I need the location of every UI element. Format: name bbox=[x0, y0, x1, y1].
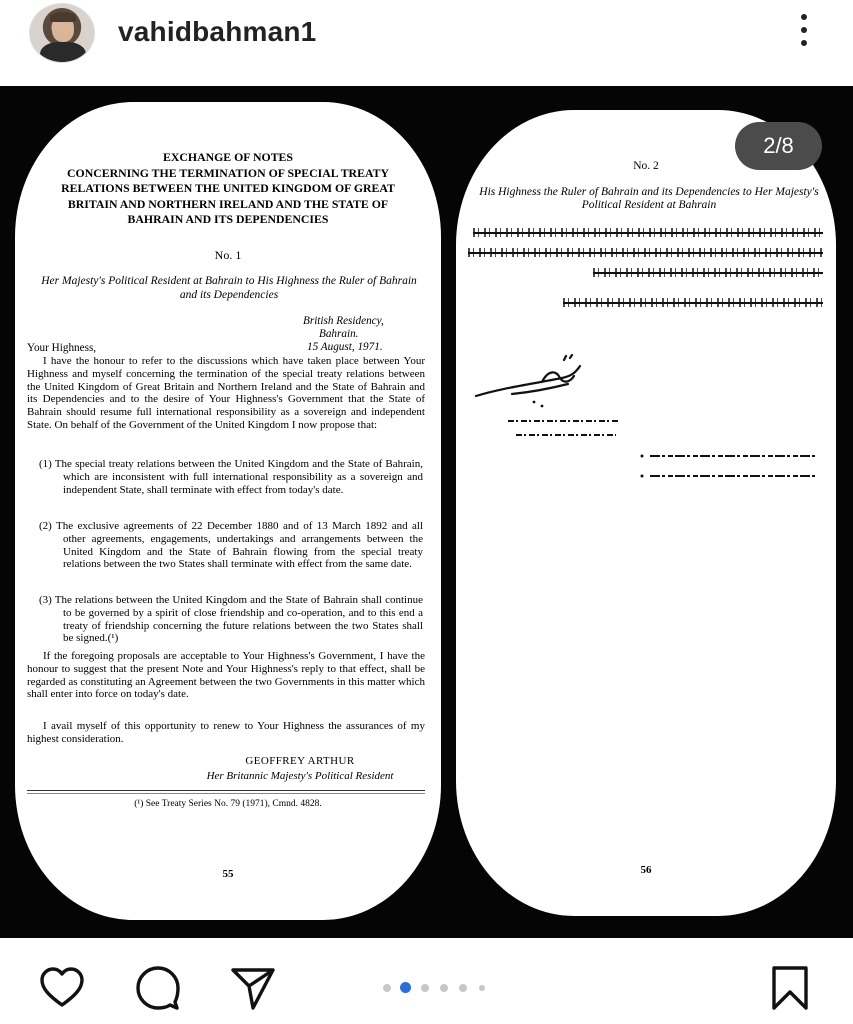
note-subtitle: Her Majesty's Political Resident at Bahrain to His Highness the Ruler of Bahrain and its Dependencies bbox=[41, 275, 417, 301]
salutation: Your Highness, bbox=[27, 342, 97, 354]
note-number: No. 1 bbox=[214, 248, 242, 262]
title-line: BAHRAIN AND ITS DEPENDENCIES bbox=[127, 212, 329, 226]
post-image[interactable] bbox=[0, 86, 853, 938]
footnote-divider bbox=[27, 793, 425, 794]
paragraph-acceptance: If the foregoing proposals are acceptable to Your Highness's Government, I have the honour to suggest that the present Note and Your Highness's reply to that effect, shall be regarded as constituting an Agreement between the two Governments in this matter which shall enter into force on today's date. bbox=[27, 650, 425, 701]
note-subtitle: His Highness the Ruler of Bahrain and its Dependencies to Her Majesty's Political Resident at Bahrain bbox=[479, 186, 819, 211]
document-page-right bbox=[456, 110, 836, 916]
username[interactable]: vahidbahman1 bbox=[118, 16, 317, 47]
paragraph-intro: I have the honour to refer to the discussions which have taken place between Your Highness and myself concerning the termination of the special treaty relations between the United Kingdom of Great Britain and Northern Ireland and the State of Bahrain and its Dependencies and to the desire of Your Highness's Government that the State of Bahrain should resume full international responsibility as a sovereign and independent State. On behalf of the Government of the United Kingdom I now propose that: bbox=[27, 355, 425, 431]
signatory-name: GEOFFREY ARTHUR bbox=[245, 755, 355, 767]
arabic-signature-caption bbox=[500, 415, 630, 441]
arabic-text-line bbox=[473, 232, 823, 234]
carousel-counter-badge: 2/8 bbox=[735, 122, 822, 170]
avatar-hair bbox=[50, 12, 76, 22]
arabic-date-block bbox=[636, 448, 826, 488]
handwritten-signature bbox=[472, 348, 612, 412]
footnote: (¹) See Treaty Series No. 79 (1971), Cmnd. 4828. bbox=[134, 799, 322, 809]
title-line: RELATIONS BETWEEN THE UNITED KINGDOM OF GREAT bbox=[61, 181, 395, 195]
avatar-body bbox=[40, 42, 86, 63]
address-line: British Residency, bbox=[303, 315, 384, 327]
heart-icon[interactable] bbox=[38, 964, 86, 1012]
post-header bbox=[0, 0, 853, 84]
signatory-title: Her Britannic Majesty's Political Resident bbox=[206, 770, 394, 782]
title-line: EXCHANGE OF NOTES bbox=[162, 150, 293, 164]
page-number: 55 bbox=[222, 868, 234, 880]
document-title bbox=[35, 150, 421, 228]
arabic-text-block bbox=[468, 222, 823, 332]
carousel-dot[interactable] bbox=[459, 984, 467, 992]
address-block bbox=[303, 315, 384, 353]
carousel-dot[interactable] bbox=[479, 985, 485, 991]
title-line: BRITAIN AND NORTHERN IRELAND AND THE STATE OF bbox=[67, 196, 389, 211]
proposal-item-3: (3) The relations between the United Kingdom and the State of Bahrain shall continue to be governed by a spirit of close friendship and co-operation, and to this end a treaty of friendship concerning the future relations between the two States shall be signed.(¹) bbox=[39, 594, 423, 645]
carousel-indicator[interactable] bbox=[383, 980, 493, 994]
address-line: Bahrain. bbox=[319, 327, 359, 340]
arabic-text-line bbox=[563, 302, 823, 304]
proposal-item-2: (2) The exclusive agreements of 22 December 1880 and of 13 March 1892 and all other agreements, engagements, undertakings and arrangements between the United Kingdom and the State of Bahrain flowing from the special treaty relations between the two States shall terminate with effect from the same date. bbox=[39, 520, 423, 571]
arabic-text-line bbox=[468, 252, 823, 254]
post-actions bbox=[0, 938, 853, 1024]
arabic-text-line bbox=[593, 272, 823, 274]
carousel-dot-active[interactable] bbox=[400, 982, 411, 993]
title-line: CONCERNING THE TERMINATION OF SPECIAL TREATY bbox=[67, 165, 389, 180]
paragraph-closing: I avail myself of this opportunity to renew to Your Highness the assurances of my highest consideration. bbox=[27, 720, 425, 745]
carousel-dot[interactable] bbox=[440, 984, 448, 992]
comment-icon[interactable] bbox=[134, 964, 182, 1012]
address-date: 15 August, 1971. bbox=[307, 340, 383, 353]
document-page-left bbox=[15, 102, 441, 920]
share-icon[interactable] bbox=[229, 964, 277, 1012]
carousel-dot[interactable] bbox=[383, 984, 391, 992]
more-options-icon[interactable] bbox=[795, 12, 815, 50]
page-number: 56 bbox=[640, 864, 652, 876]
proposal-item-1: (1) The special treaty relations between the United Kingdom and the State of Bahrain, which are inconsistent with full international responsibility as a sovereign and independent State, shall terminate with effect from today's date. bbox=[39, 458, 423, 496]
footnote-divider bbox=[27, 790, 425, 791]
avatar[interactable] bbox=[29, 3, 95, 63]
carousel-dot[interactable] bbox=[421, 984, 429, 992]
bookmark-icon[interactable] bbox=[766, 964, 814, 1012]
note-number: No. 2 bbox=[633, 160, 659, 172]
